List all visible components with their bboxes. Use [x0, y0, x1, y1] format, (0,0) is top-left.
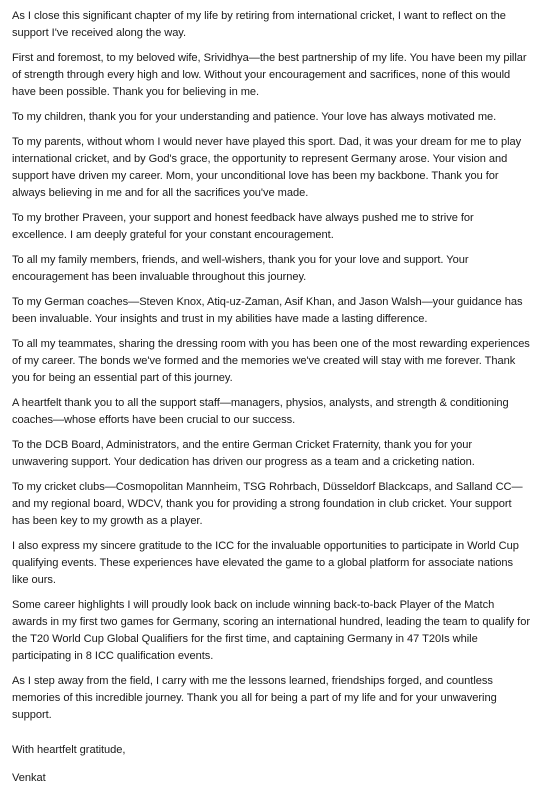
paragraph-highlights: Some career highlights I will proudly look back on include winning back-to-back Player of the Match awards in my first two games for Germany, scoring an international hundred, leading the team to qualify for the T20 World Cup Global Qualifiers for the first time, and captaining Germany in 47 T20Is while participating in 8 ICC qualification events. — [12, 599, 530, 662]
closing-line: With heartfelt gratitude, — [12, 744, 126, 756]
paragraph-parents: To my parents, without whom I would never have played this sport. Dad, it was your dream for me to play international cricket, and by God's grace, the opportunity to represent Germany arose. Your vision and support have driven my career. Mom, your unconditional love has been my backbone. Thank you for always believing in me and for all the sacrifices you've made. — [12, 136, 522, 199]
paragraph-dcb-board: To the DCB Board, Administrators, and the entire German Cricket Fraternity, thank you for your unwavering support. Your dedication has driven our progress as a team and a cricketing nation. — [12, 439, 475, 468]
letter-body — [12, 8, 530, 795]
paragraph-farewell: As I step away from the field, I carry with me the lessons learned, friendships forged, and countless memories of this incredible journey. Thank you all for being a part of my life and for your unwavering support. — [12, 675, 497, 721]
paragraph-coaches: To my German coaches—Steven Knox, Atiq-uz-Zaman, Asif Khan, and Jason Walsh—your guidance has been invaluable. Your insights and trust in my abilities have made a lasting difference. — [12, 296, 523, 325]
paragraph-support-staff: A heartfelt thank you to all the support staff—managers, physios, analysts, and strength & conditioning coaches—whose efforts have been crucial to our success. — [12, 397, 509, 426]
paragraph-icc: I also express my sincere gratitude to the ICC for the invaluable opportunities to participate in World Cup qualifying events. These experiences have elevated the game to a global platform for associate nations like ours. — [12, 540, 519, 586]
paragraph-clubs: To my cricket clubs—Cosmopolitan Mannheim, TSG Rohrbach, Düsseldorf Blackcaps, and Salland CC—and my regional board, WDCV, thank you for providing a strong foundation in club cricket. Your support has been key to my growth as a player. — [12, 481, 523, 527]
paragraph-wife: First and foremost, to my beloved wife, Srividhya—the best partnership of my life. You have been my pillar of strength through every high and low. Without your encouragement and sacrifices, none of this would have been possible. Thank you for believing in me. — [12, 52, 527, 98]
paragraph-brother: To my brother Praveen, your support and honest feedback have always pushed me to strive for excellence. I am deeply grateful for your constant encouragement. — [12, 212, 474, 241]
paragraph-teammates: To all my teammates, sharing the dressing room with you has been one of the most rewarding experiences of my career. The bonds we've formed and the memories we've created will stay with me forever. Thank you for being an essential part of this journey. — [12, 338, 530, 384]
paragraph-children: To my children, thank you for your understanding and patience. Your love has always motivated me. — [12, 111, 497, 123]
signature: Venkat — [12, 772, 46, 784]
paragraph-family-friends: To all my family members, friends, and well-wishers, thank you for your love and support. Your encouragement has been invaluable throughout this journey. — [12, 254, 469, 283]
paragraph-intro: As I close this significant chapter of my life by retiring from international cricket, I want to reflect on the support I've received along the way. — [12, 10, 506, 39]
